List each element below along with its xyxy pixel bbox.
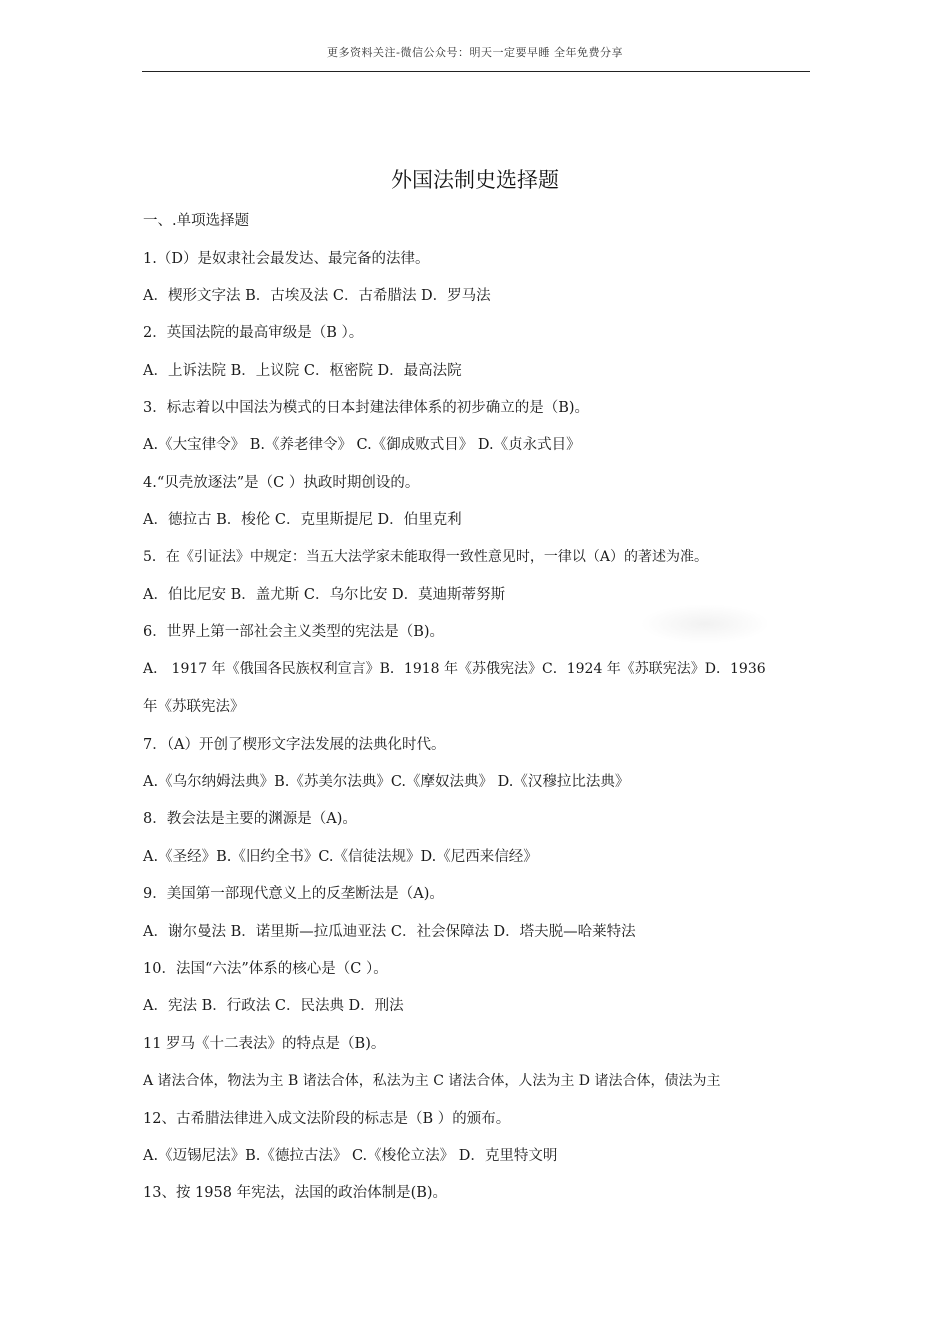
question-line: 13、按 1958 年宪法，法国的政治体制是(B)。 bbox=[143, 1185, 448, 1201]
question-line: 3．标志着以中国法为模式的日本封建法律体系的初步确立的是（B)。 bbox=[143, 400, 590, 416]
question-line: 5．在《引证法》中规定：当五大法学家未能取得一致性意见时，一律以（A）的著述为准。 bbox=[143, 549, 709, 565]
question-line: 7．（A）开创了楔形文字法发展的法典化时代。 bbox=[143, 737, 446, 753]
question-line: 11 罗马《十二表法》的特点是（B)。 bbox=[143, 1036, 386, 1052]
question-line: 6．世界上第一部社会主义类型的宪法是（B)。 bbox=[143, 624, 445, 640]
question-line: 1.（D）是奴隶社会最发达、最完备的法律。 bbox=[143, 251, 430, 267]
question-line: 4.“贝壳放逐法”是（C ）执政时期创设的。 bbox=[143, 475, 420, 491]
page-header: 更多资料关注-微信公众号：明天一定要早睡 全年免费分享 bbox=[327, 46, 623, 59]
question-line: 12、古希腊法律进入成文法阶段的标志是（B ）的颁布。 bbox=[143, 1111, 511, 1127]
options-line: A．德拉古 B．梭伦 C．克里斯提尼 D．伯里克利 bbox=[143, 512, 462, 528]
options-line: A 诸法合体，物法为主 B 诸法合体，私法为主 C 诸法合体，人法为主 D 诸法合体，债法为主 bbox=[143, 1073, 721, 1089]
options-line: A．楔形文字法 B．古埃及法 C．古希腊法 D．罗马法 bbox=[143, 288, 491, 304]
question-line: 9．美国第一部现代意义上的反垄断法是（A)。 bbox=[143, 886, 444, 902]
question-line: 8．教会法是主要的渊源是（A)。 bbox=[143, 811, 357, 827]
options-line: A.《圣经》B.《旧约全书》C.《信徒法规》D.《尼西来信经》 bbox=[143, 849, 538, 865]
question-line: 10．法国“六法”体系的核心是（C ）。 bbox=[143, 961, 388, 977]
options-line: A.《大宝律令》 B.《养老律令》 C.《御成败式目》 D.《贞永式目》 bbox=[143, 437, 581, 453]
question-line: 2．英国法院的最高审级是（B ）。 bbox=[143, 325, 364, 341]
options-line: A．伯比尼安 B．盖尤斯 C．乌尔比安 D．莫迪斯蒂努斯 bbox=[143, 587, 506, 603]
header-divider bbox=[142, 71, 810, 72]
options-line: A.《迈锡尼法》B.《德拉古法》 C.《梭伦立法》 D．克里特文明 bbox=[143, 1148, 558, 1164]
options-line: A.《乌尔纳姆法典》B.《苏美尔法典》C.《摩奴法典》 D.《汉穆拉比法典》 bbox=[143, 774, 630, 790]
section-heading: 一、.单项选择题 bbox=[143, 213, 250, 229]
options-line: A． 1917 年《俄国各民族权利宣言》B．1918 年《苏俄宪法》C．1924 年《苏联宪法》D．1936 bbox=[143, 661, 766, 677]
options-line-continued: 年《苏联宪法》 bbox=[143, 699, 245, 715]
document-title: 外国法制史选择题 bbox=[391, 168, 559, 192]
options-line: A．宪法 B．行政法 C．民法典 D．刑法 bbox=[143, 998, 404, 1014]
options-line: A．上诉法院 B．上议院 C．枢密院 D．最高法院 bbox=[143, 363, 462, 379]
options-line: A．谢尔曼法 B．诺里斯—拉瓜迪亚法 C．社会保障法 D．塔夫脱—哈莱特法 bbox=[143, 924, 636, 940]
